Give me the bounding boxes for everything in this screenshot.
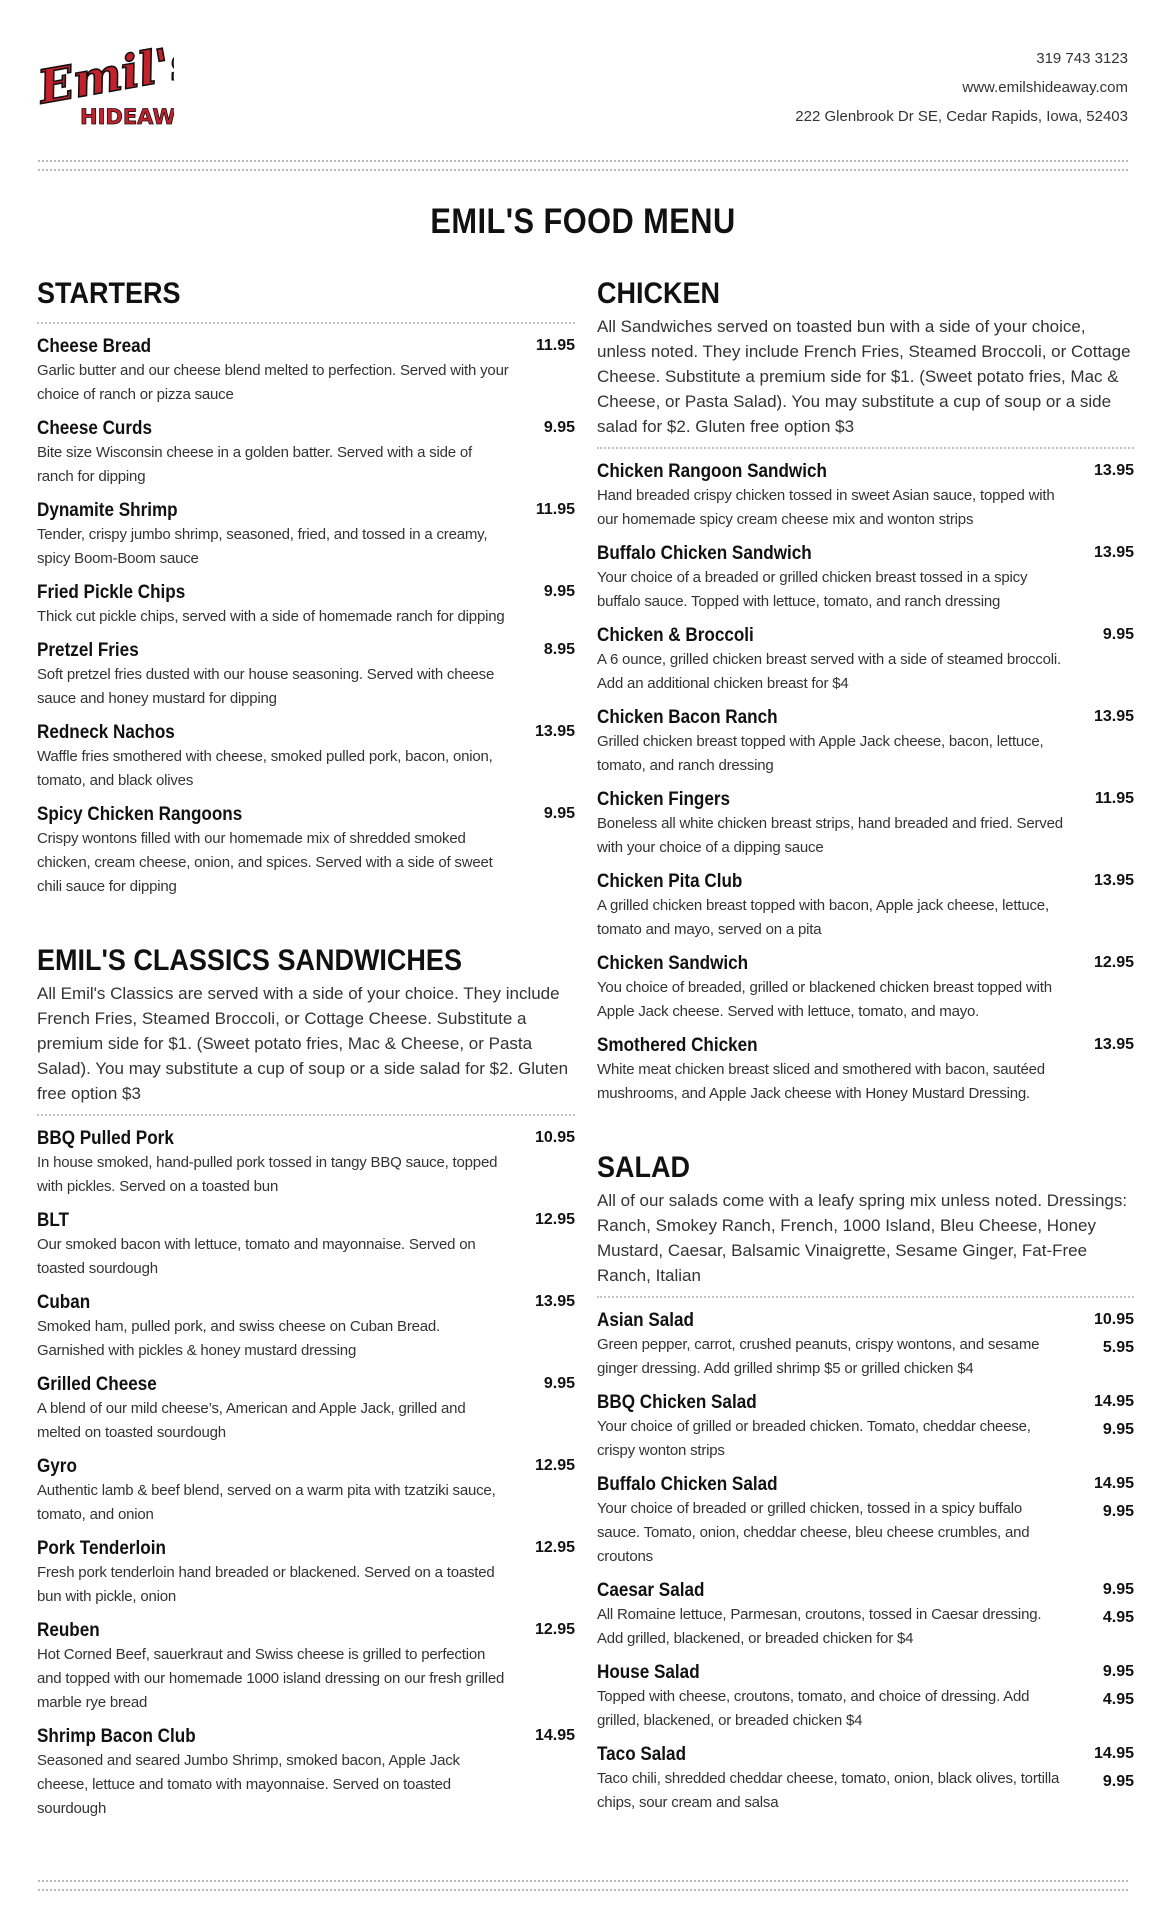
menu-item-name: Cuban — [37, 1292, 91, 1313]
section-divider — [37, 322, 575, 324]
menu-item-description: Crispy wontons filled with our homemade mix of shredded smoked chicken, cream cheese, onion, and spices. Served with a side of sweet chili sauce for dipping — [37, 830, 493, 895]
menu-item-price: 8.95 — [543, 641, 575, 658]
menu-item-price: 13.95 — [1093, 544, 1134, 561]
menu-item-price: 11.95 — [535, 501, 575, 518]
contact-info — [795, 44, 1128, 131]
menu-item-price: 13.95 — [1093, 1036, 1134, 1053]
svg-text:HIDEAWAY: HIDEAW — [80, 105, 174, 128]
menu-item-name: House Salad — [597, 1662, 700, 1683]
menu-item-name: Taco Salad — [597, 1744, 687, 1765]
menu-item — [597, 951, 1134, 1024]
menu-item-name: Spicy Chicken Rangoons — [37, 804, 243, 825]
classics-title: EMIL'S CLASSICS SANDWICHES — [37, 944, 462, 977]
menu-item-price: 12.95 — [534, 1211, 575, 1228]
menu-item-name: Dynamite Shrimp — [37, 500, 178, 521]
menu-item-price: 9.95 — [543, 583, 575, 600]
menu-item-price: 14.95 — [1093, 1393, 1134, 1410]
menu-item-name: BBQ Chicken Salad — [597, 1392, 757, 1413]
menu-item — [597, 1472, 1134, 1569]
menu-item-price: 13.95 — [1093, 872, 1134, 889]
salad-title: SALAD — [597, 1151, 691, 1184]
salad-intro: All of our salads come with a leafy spring mix unless noted. Dressings: Ranch, Smokey Ranch, French, 1000 Island, Bleu Cheese, Honey Mustard, Caesar, Balsamic Vinaigrette, Sesame Ginger, Fat-Free Ranch, Italian — [597, 1191, 1128, 1285]
menu-item-name: Reuben — [37, 1620, 100, 1641]
menu-item-price: 14.95 — [1093, 1745, 1134, 1762]
menu-item — [597, 1742, 1134, 1815]
menu-item — [597, 705, 1134, 778]
salad-items — [597, 1308, 1134, 1815]
menu-item-price: 13.95 — [1093, 708, 1134, 725]
menu-item-description: Seasoned and seared Jumbo Shrimp, smoked bacon, Apple Jack cheese, lettuce and tomato with mayonnaise. Served on toasted sourdough — [37, 1752, 460, 1817]
starters-title: STARTERS — [37, 277, 181, 310]
section-divider — [37, 1114, 575, 1116]
menu-item-price: 12.95 — [534, 1539, 575, 1556]
phone-number: 319 743 3123 — [1036, 50, 1128, 67]
menu-item-name: Chicken Pita Club — [597, 871, 743, 892]
menu-item-name: Asian Salad — [597, 1310, 694, 1331]
chicken-title: CHICKEN — [597, 277, 721, 310]
starters-section — [37, 276, 575, 899]
menu-item-description: In house smoked, hand-pulled pork tossed in tangy BBQ sauce, topped with pickles. Served on a toasted bun — [37, 1154, 498, 1195]
menu-item-price: 9.95 — [1102, 626, 1134, 643]
menu-item-name: Cheese Curds — [37, 418, 153, 439]
menu-item — [597, 1578, 1134, 1651]
menu-item-name: Shrimp Bacon Club — [37, 1726, 196, 1747]
menu-item — [37, 580, 575, 629]
menu-item-price: 13.95 — [534, 723, 575, 740]
menu-item-name: Chicken Sandwich — [597, 953, 749, 974]
menu-item-description: Taco chili, shredded cheddar cheese, tomato, onion, black olives, tortilla chips, sour cream and salsa — [597, 1770, 1060, 1811]
chicken-items — [597, 459, 1134, 1106]
menu-item-description: Hot Corned Beef, sauerkraut and Swiss cheese is grilled to perfection and topped with our homemade 1000 island dressing on our fresh grilled marble rye bread — [37, 1646, 505, 1711]
menu-item-price: 9.95 — [543, 1375, 575, 1392]
menu-item — [37, 638, 575, 711]
menu-item — [37, 1454, 575, 1527]
right-column — [597, 276, 1134, 1851]
menu-item-description: Grilled chicken breast topped with Apple Jack cheese, bacon, lettuce, tomato, and ranch dressing — [597, 733, 1044, 774]
menu-item-price: 12.95 — [534, 1621, 575, 1638]
menu-item-small-price: 4.95 — [1102, 1691, 1134, 1708]
menu-item — [597, 869, 1134, 942]
left-column — [37, 276, 575, 1857]
menu-item-description: Boneless all white chicken breast strips, hand breaded and fried. Served with your choice of a dipping sauce — [597, 815, 1063, 856]
menu-item-name: Chicken Bacon Ranch — [597, 707, 778, 728]
menu-item — [37, 1618, 575, 1715]
menu-item-description: Thick cut pickle chips, served with a side of homemade ranch for dipping — [37, 608, 505, 625]
menu-item — [597, 541, 1134, 614]
menu-item-small-price: 9.95 — [1102, 1503, 1134, 1520]
menu-item-price: 12.95 — [534, 1457, 575, 1474]
menu-item-description: Garlic butter and our cheese blend melted to perfection. Served with your choice of ranch or pizza sauce — [37, 362, 509, 403]
emils-hideaway-logo — [34, 38, 174, 128]
menu-item-small-price: 9.95 — [1102, 1421, 1134, 1438]
menu-item — [597, 1660, 1134, 1733]
menu-item-description: Waffle fries smothered with cheese, smoked pulled pork, bacon, onion, tomato, and black olives — [37, 748, 493, 789]
menu-item-price: 13.95 — [1093, 462, 1134, 479]
classics-items — [37, 1126, 575, 1821]
menu-item-name: Cheese Bread — [37, 336, 152, 357]
section-divider — [597, 447, 1134, 449]
menu-item — [37, 498, 575, 571]
menu-item-price: 11.95 — [535, 337, 575, 354]
menu-item-description: You choice of breaded, grilled or blackened chicken breast topped with Apple Jack cheese. Served with lettuce, tomato, and mayo. — [597, 979, 1052, 1020]
menu-item-description: Authentic lamb & beef blend, served on a warm pita with tzatziki sauce, tomato, and onion — [37, 1482, 496, 1523]
menu-item — [597, 1033, 1134, 1106]
menu-item-description: Our smoked bacon with lettuce, tomato and mayonnaise. Served on toasted sourdough — [37, 1236, 476, 1277]
menu-item-name: Caesar Salad — [597, 1580, 705, 1601]
menu-item-description: Tender, crispy jumbo shrimp, seasoned, fried, and tossed in a creamy, spicy Boom-Boom sauce — [37, 526, 488, 567]
menu-item-name: Gyro — [37, 1456, 77, 1477]
menu-item — [37, 1372, 575, 1445]
menu-item-name: Buffalo Chicken Salad — [597, 1474, 778, 1495]
menu-item-price: 10.95 — [534, 1129, 575, 1146]
menu-item — [597, 1390, 1134, 1463]
menu-item-small-price: 9.95 — [1102, 1773, 1134, 1790]
menu-item-description: A blend of our mild cheese’s, American and Apple Jack, grilled and melted on toasted sourdough — [37, 1400, 466, 1441]
menu-item — [597, 787, 1134, 860]
menu-item-name: Grilled Cheese — [37, 1374, 157, 1395]
menu-item-small-price: 4.95 — [1102, 1609, 1134, 1626]
menu-item-description: All Romaine lettuce, Parmesan, croutons, tossed in Caesar dressing. Add grilled, blackened, or breaded chicken for $4 — [597, 1606, 1042, 1647]
classics-intro: All Emil's Classics are served with a side of your choice. They include French Fries, Steamed Broccoli, or Cottage Cheese. Substitute a premium side for $1. (Sweet potato fries, Mac & Cheese, or Pasta Salad). You may substitute a cup of soup or a side salad for $2. Gluten free option $3 — [37, 984, 569, 1103]
section-divider — [597, 1296, 1134, 1298]
menu-item-price: 12.95 — [1093, 954, 1134, 971]
menu-item-description: Bite size Wisconsin cheese in a golden batter. Served with a side of ranch for dipping — [37, 444, 472, 485]
menu-item-description: Your choice of grilled or breaded chicken. Tomato, cheddar cheese, crispy wonton strips — [597, 1418, 1031, 1459]
menu-item-description: Green pepper, carrot, crushed peanuts, crispy wontons, and sesame ginger dressing. Add grilled shrimp $5 or grilled chicken $4 — [597, 1336, 1040, 1377]
menu-item-price: 9.95 — [543, 805, 575, 822]
menu-item-description: Smoked ham, pulled pork, and swiss cheese on Cuban Bread. Garnished with pickles & honey mustard dressing — [37, 1318, 441, 1359]
menu-item-description: A 6 ounce, grilled chicken breast served with a side of steamed broccoli. Add an additional chicken breast for $4 — [597, 651, 1061, 692]
top-divider — [38, 160, 1128, 171]
menu-item-name: Buffalo Chicken Sandwich — [597, 543, 812, 564]
starters-items — [37, 334, 575, 899]
menu-item-description: Topped with cheese, croutons, tomato, and choice of dressing. Add grilled, blackened, or breaded chicken $4 — [597, 1688, 1030, 1729]
svg-text:Emil's: Emil's — [34, 38, 174, 115]
menu-item-name: Pork Tenderloin — [37, 1538, 166, 1559]
menu-item-description: Fresh pork tenderloin hand breaded or blackened. Served on a toasted bun with pickle, onion — [37, 1564, 495, 1605]
menu-item-price: 10.95 — [1093, 1311, 1134, 1328]
menu-item-price: 13.95 — [534, 1293, 575, 1310]
menu-item — [37, 334, 575, 407]
menu-item — [37, 802, 575, 899]
menu-item-description: Your choice of breaded or grilled chicken, tossed in a spicy buffalo sauce. Tomato, onion, cheddar cheese, bleu cheese crumbles, and croutons — [597, 1500, 1030, 1565]
menu-item-price: 9.95 — [1102, 1663, 1134, 1680]
salad-section — [597, 1150, 1134, 1815]
menu-item — [37, 720, 575, 793]
menu-item-price: 9.95 — [1102, 1581, 1134, 1598]
website-url: www.emilshideaway.com — [962, 79, 1128, 96]
menu-item-price: 9.95 — [543, 419, 575, 436]
menu-item-description: Your choice of a breaded or grilled chicken breast tossed in a spicy buffalo sauce. Topped with lettuce, tomato, and ranch dressing — [597, 569, 1028, 610]
menu-item-name: BLT — [37, 1210, 69, 1231]
chicken-intro: All Sandwiches served on toasted bun with a side of your choice, unless noted. They include French Fries, Steamed Broccoli, or Cottage Cheese. Substitute a premium side for $1. (Sweet potato fries, Mac & Cheese, or Pasta Salad). You may substitute a cup of soup or a side salad for $2. Gluten free option $3 — [597, 317, 1131, 436]
menu-item — [37, 1290, 575, 1363]
menu-item — [37, 1536, 575, 1609]
menu-item-name: Pretzel Fries — [37, 640, 139, 661]
menu-item-name: Fried Pickle Chips — [37, 582, 186, 603]
address: 222 Glenbrook Dr SE, Cedar Rapids, Iowa, 52403 — [795, 108, 1128, 125]
menu-item-name: BBQ Pulled Pork — [37, 1128, 174, 1149]
menu-item — [597, 459, 1134, 532]
menu-item-name: Chicken Rangoon Sandwich — [597, 461, 827, 482]
menu-item-name: Chicken Fingers — [597, 789, 731, 810]
menu-item — [597, 623, 1134, 696]
menu-item-name: Smothered Chicken — [597, 1035, 758, 1056]
menu-item — [37, 1126, 575, 1199]
menu-item-price: 14.95 — [1093, 1475, 1134, 1492]
menu-item-price: 14.95 — [534, 1727, 575, 1744]
bottom-divider — [38, 1880, 1128, 1891]
menu-item-price: 11.95 — [1094, 790, 1134, 807]
menu-item — [37, 1208, 575, 1281]
menu-item-description: White meat chicken breast sliced and smothered with bacon, sautéed mushrooms, and Apple Jack cheese with Honey Mustard Dressing. — [597, 1061, 1045, 1102]
menu-item-description: Hand breaded crispy chicken tossed in sweet Asian sauce, topped with our homemade spicy cream cheese mix and wonton strips — [597, 487, 1055, 528]
chicken-section — [597, 276, 1134, 1106]
menu-item-description: Soft pretzel fries dusted with our house seasoning. Served with cheese sauce and honey mustard for dipping — [37, 666, 495, 707]
page-title: EMIL'S FOOD MENU — [430, 202, 736, 241]
menu-item-description: A grilled chicken breast topped with bacon, Apple jack cheese, lettuce, tomato and mayo, served on a pita — [597, 897, 1049, 938]
menu-item — [37, 416, 575, 489]
logo-graphic — [34, 38, 174, 128]
menu-item — [597, 1308, 1134, 1381]
menu-item — [37, 1724, 575, 1821]
menu-item-name: Redneck Nachos — [37, 722, 175, 743]
menu-item-small-price: 5.95 — [1102, 1339, 1134, 1356]
menu-item-name: Chicken & Broccoli — [597, 625, 754, 646]
classics-section — [37, 943, 575, 1821]
